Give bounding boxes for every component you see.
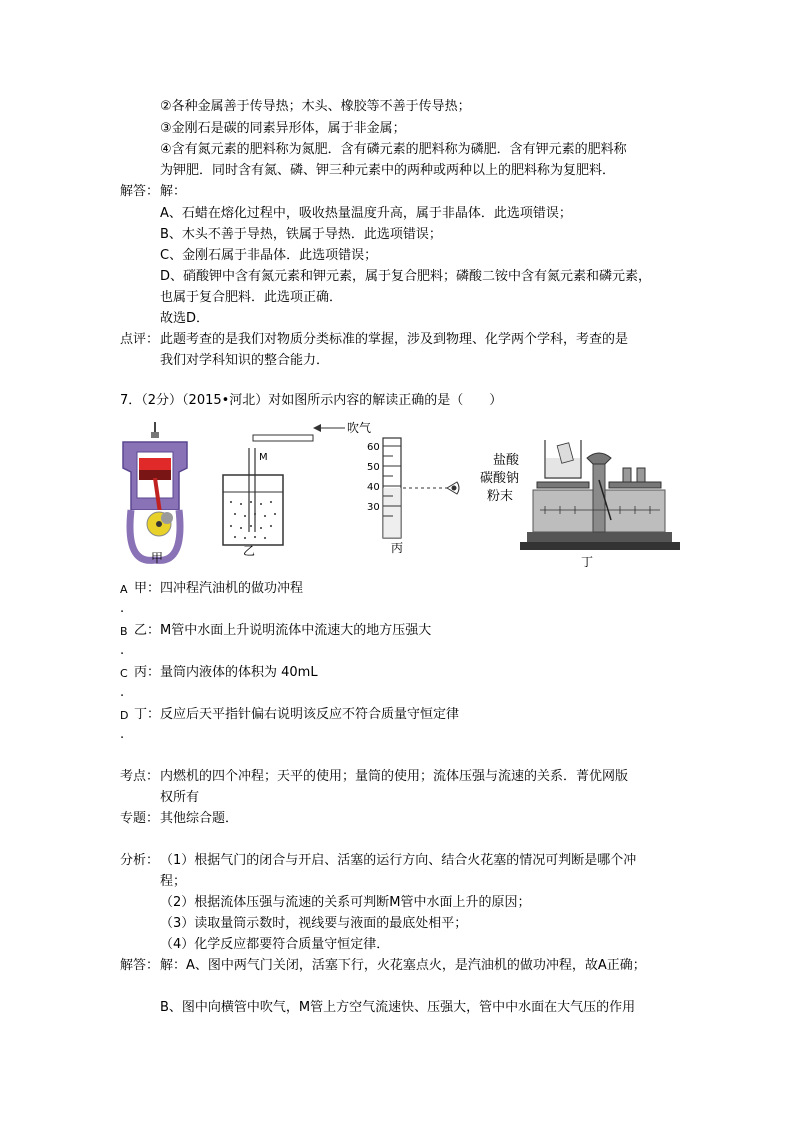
cylinder-tick-30: 30 <box>367 502 380 513</box>
caption-ding: 丁 <box>581 555 594 569</box>
fenxi-p2: （2）根据流体压强与流速的关系可判断M管中水面上升的原因； <box>160 895 531 910</box>
caption-jia: 甲 <box>151 551 164 565</box>
option-d-letter: D <box>120 709 129 722</box>
balance-diagram <box>480 440 680 550</box>
prev-answer-intro: 解： <box>160 184 187 199</box>
jieda-a: 解：A、图中两气门关闭，活塞下行，火花塞点火，是汽油机的做功冲程，故A正确； <box>160 958 646 973</box>
option-a-letter: A <box>120 583 128 596</box>
option-c-letter: C <box>120 667 128 680</box>
engine-diagram <box>123 422 187 560</box>
cylinder-tick-50: 50 <box>367 462 380 473</box>
option-a-text: 甲：四冲程汽油机的做功冲程 <box>134 581 304 596</box>
prev-answer-b: B、木头不善于导热，铁属于导热．此选项错误； <box>160 227 442 242</box>
jieda-label: 解答： <box>120 958 160 973</box>
balance-label-powder: 粉末 <box>487 489 514 504</box>
option-d-text: 丁：反应后天平指针偏右说明该反应不符合质量守恒定律 <box>134 707 460 722</box>
eye-icon <box>452 486 457 491</box>
blow-label: 吹气 <box>347 421 372 435</box>
kaodian-label: 考点： <box>120 769 160 784</box>
cylinder-diagram <box>367 438 459 538</box>
fenxi-p3: （3）读取量筒示数时，视线要与液面的最底处相平； <box>160 916 468 931</box>
analysis-line-2: ②各种金属善于传导热；木头、橡胶等不善于传导热； <box>160 99 471 114</box>
prev-answer-d2: 也属于复合肥料．此选项正确． <box>160 290 343 305</box>
fenxi-p1b: 程； <box>160 874 187 889</box>
jieda-b: B、图中向横管中吹气，M管上方空气流速快、压强大，管中中水面在大气压的作用 <box>160 1000 636 1015</box>
fenxi-p1a: （1）根据气门的闭合与开启、活塞的运行方向、结合火花塞的情况可判断是哪个冲 <box>160 853 637 868</box>
option-a-dot: . <box>120 601 125 616</box>
prev-answer-d1: D、硝酸钾中含有氮元素和钾元素，属于复合肥料；磷酸二铵中含有氮元素和磷元素， <box>160 269 652 284</box>
tube-label: M <box>259 452 268 463</box>
analysis-line-4b: 为钾肥．同时含有氮、磷、钾三种元素中的两种或两种以上的肥料称为复肥料． <box>160 163 616 178</box>
prev-answer-label: 解答： <box>120 184 160 199</box>
prev-answer-c: C、金刚石属于非晶体．此选项错误； <box>160 248 378 263</box>
option-b-text: 乙：M管中水面上升说明流体中流速大的地方压强大 <box>134 623 432 638</box>
caption-bing: 丙 <box>391 541 404 555</box>
balance-label-hcl: 盐酸 <box>493 453 520 468</box>
prev-comment-label: 点评： <box>120 332 160 347</box>
balance-label-na2co3: 碳酸钠 <box>480 471 520 486</box>
beaker-tube-diagram <box>223 420 371 545</box>
option-c-dot: . <box>120 685 125 700</box>
analysis-line-4a: ④含有氮元素的肥料称为氮肥．含有磷元素的肥料称为磷肥．含有钾元素的肥料称 <box>160 142 627 157</box>
prev-answer-a: A、石蜡在熔化过程中，吸收热量温度升高，属于非晶体．此选项错误； <box>160 206 572 221</box>
fenxi-p4: （4）化学反应都要符合质量守恒定律． <box>160 937 390 952</box>
question-figure <box>115 420 690 575</box>
option-d-dot: . <box>120 727 125 742</box>
caption-yi: 乙 <box>243 544 256 558</box>
question-stem: 7．（2分）（2015•河北）对如图所示内容的解读正确的是（ ） <box>120 393 503 408</box>
option-b-dot: . <box>120 643 125 658</box>
prev-comment-line2: 我们对学科知识的整合能力． <box>160 353 330 368</box>
fenxi-label: 分析： <box>120 853 160 868</box>
prev-answer-conclusion: 故选D． <box>160 311 210 326</box>
kaodian-line2: 权所有 <box>160 790 200 805</box>
cylinder-tick-40: 40 <box>367 482 380 493</box>
analysis-line-3: ③金刚石是碳的同素异形体，属于非金属； <box>160 121 406 136</box>
option-b-letter: B <box>120 625 128 638</box>
prev-comment-line1: 此题考查的是我们对物质分类标准的掌握，涉及到物理、化学两个学科，考查的是 <box>160 332 629 347</box>
zhuanti-text: 其他综合题． <box>160 811 239 826</box>
cylinder-tick-60: 60 <box>367 442 380 453</box>
zhuanti-label: 专题： <box>120 811 160 826</box>
kaodian-line1: 内燃机的四个冲程；天平的使用；量筒的使用；流体压强与流速的关系．菁优网版 <box>160 769 629 784</box>
option-c-text: 丙：量筒内液体的体积为 40mL <box>134 665 318 680</box>
